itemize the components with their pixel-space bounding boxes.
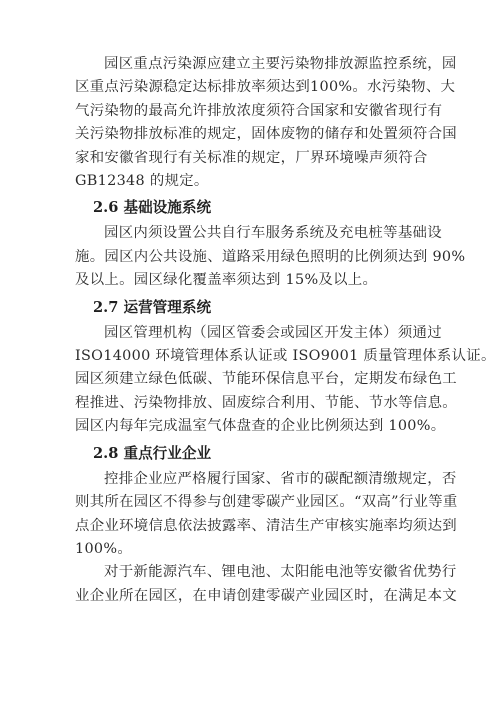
section-heading-2-6: 2.6 基础设施系统 xyxy=(93,199,212,217)
text-line: 园区须建立绿色低碳、节能环保信息平台，定期发布绿色工 xyxy=(75,371,457,388)
key-industry-paragraph-2 xyxy=(75,561,457,608)
text-line: 施。园区内公共设施、道路采用绿色照明的比例须达到 90% xyxy=(75,248,466,265)
text-line: ISO14000 环境管理体系认证或 ISO9001 质量管理体系认证。 xyxy=(75,348,496,365)
text-line: 气污染物的最高允许排放浓度须符合国家和安徽省现行有 xyxy=(75,102,443,119)
text-line: 程推进、污染物排放、固废综合利用、节能、节水等信息。 xyxy=(75,394,457,411)
text-line: GB12348 的规定。 xyxy=(75,173,209,190)
key-industry-paragraph-1 xyxy=(75,468,458,562)
text-line: 控排企业应严格履行国家、省市的碳配额清缴规定，否 xyxy=(104,470,457,487)
text-line: 园区内每年完成温室气体盘查的企业比例须达到 100%。 xyxy=(75,418,446,435)
text-line: 园区内须设置公共自行车服务系统及充电桩等基础设 xyxy=(104,225,442,242)
text-line: 则其所在园区不得参与创建零碳产业园区。“双高”行业等重 xyxy=(75,494,458,511)
infrastructure-paragraph xyxy=(75,222,466,292)
text-line: 对于新能源汽车、锂电池、太阳能电池等安徽省优势行 xyxy=(104,564,457,581)
text-line: 100%。 xyxy=(75,540,133,557)
text-line: 园区重点污染源应建立主要污染物排放源监控系统，园 xyxy=(104,56,457,72)
section-heading-2-7: 2.7 运营管理系统 xyxy=(93,298,212,316)
operations-paragraph xyxy=(75,322,496,439)
text-line: 及以上。园区绿化覆盖率须达到 15%及以上。 xyxy=(75,272,378,289)
text-line: 家和安徽省现行有关标准的规定，厂界环境噪声须符合 xyxy=(75,149,428,166)
text-line: 点企业环境信息依法披露率、清洁生产审核实施率均须达到 xyxy=(75,517,457,534)
text-line: 园区管理机构（园区管委会或园区开发主体）须通过 xyxy=(104,324,442,341)
text-line: 区重点污染源稳定达标排放率须达到100%。水污染物、大 xyxy=(75,79,456,96)
intro-paragraph xyxy=(75,53,457,193)
section-heading-2-8: 2.8 重点行业企业 xyxy=(93,444,212,462)
text-line: 关污染物排放标准的规定，固体废物的储存和处置须符合国 xyxy=(75,126,457,143)
text-line: 业企业所在园区，在申请创建零碳产业园区时，在满足本文 xyxy=(75,587,457,604)
